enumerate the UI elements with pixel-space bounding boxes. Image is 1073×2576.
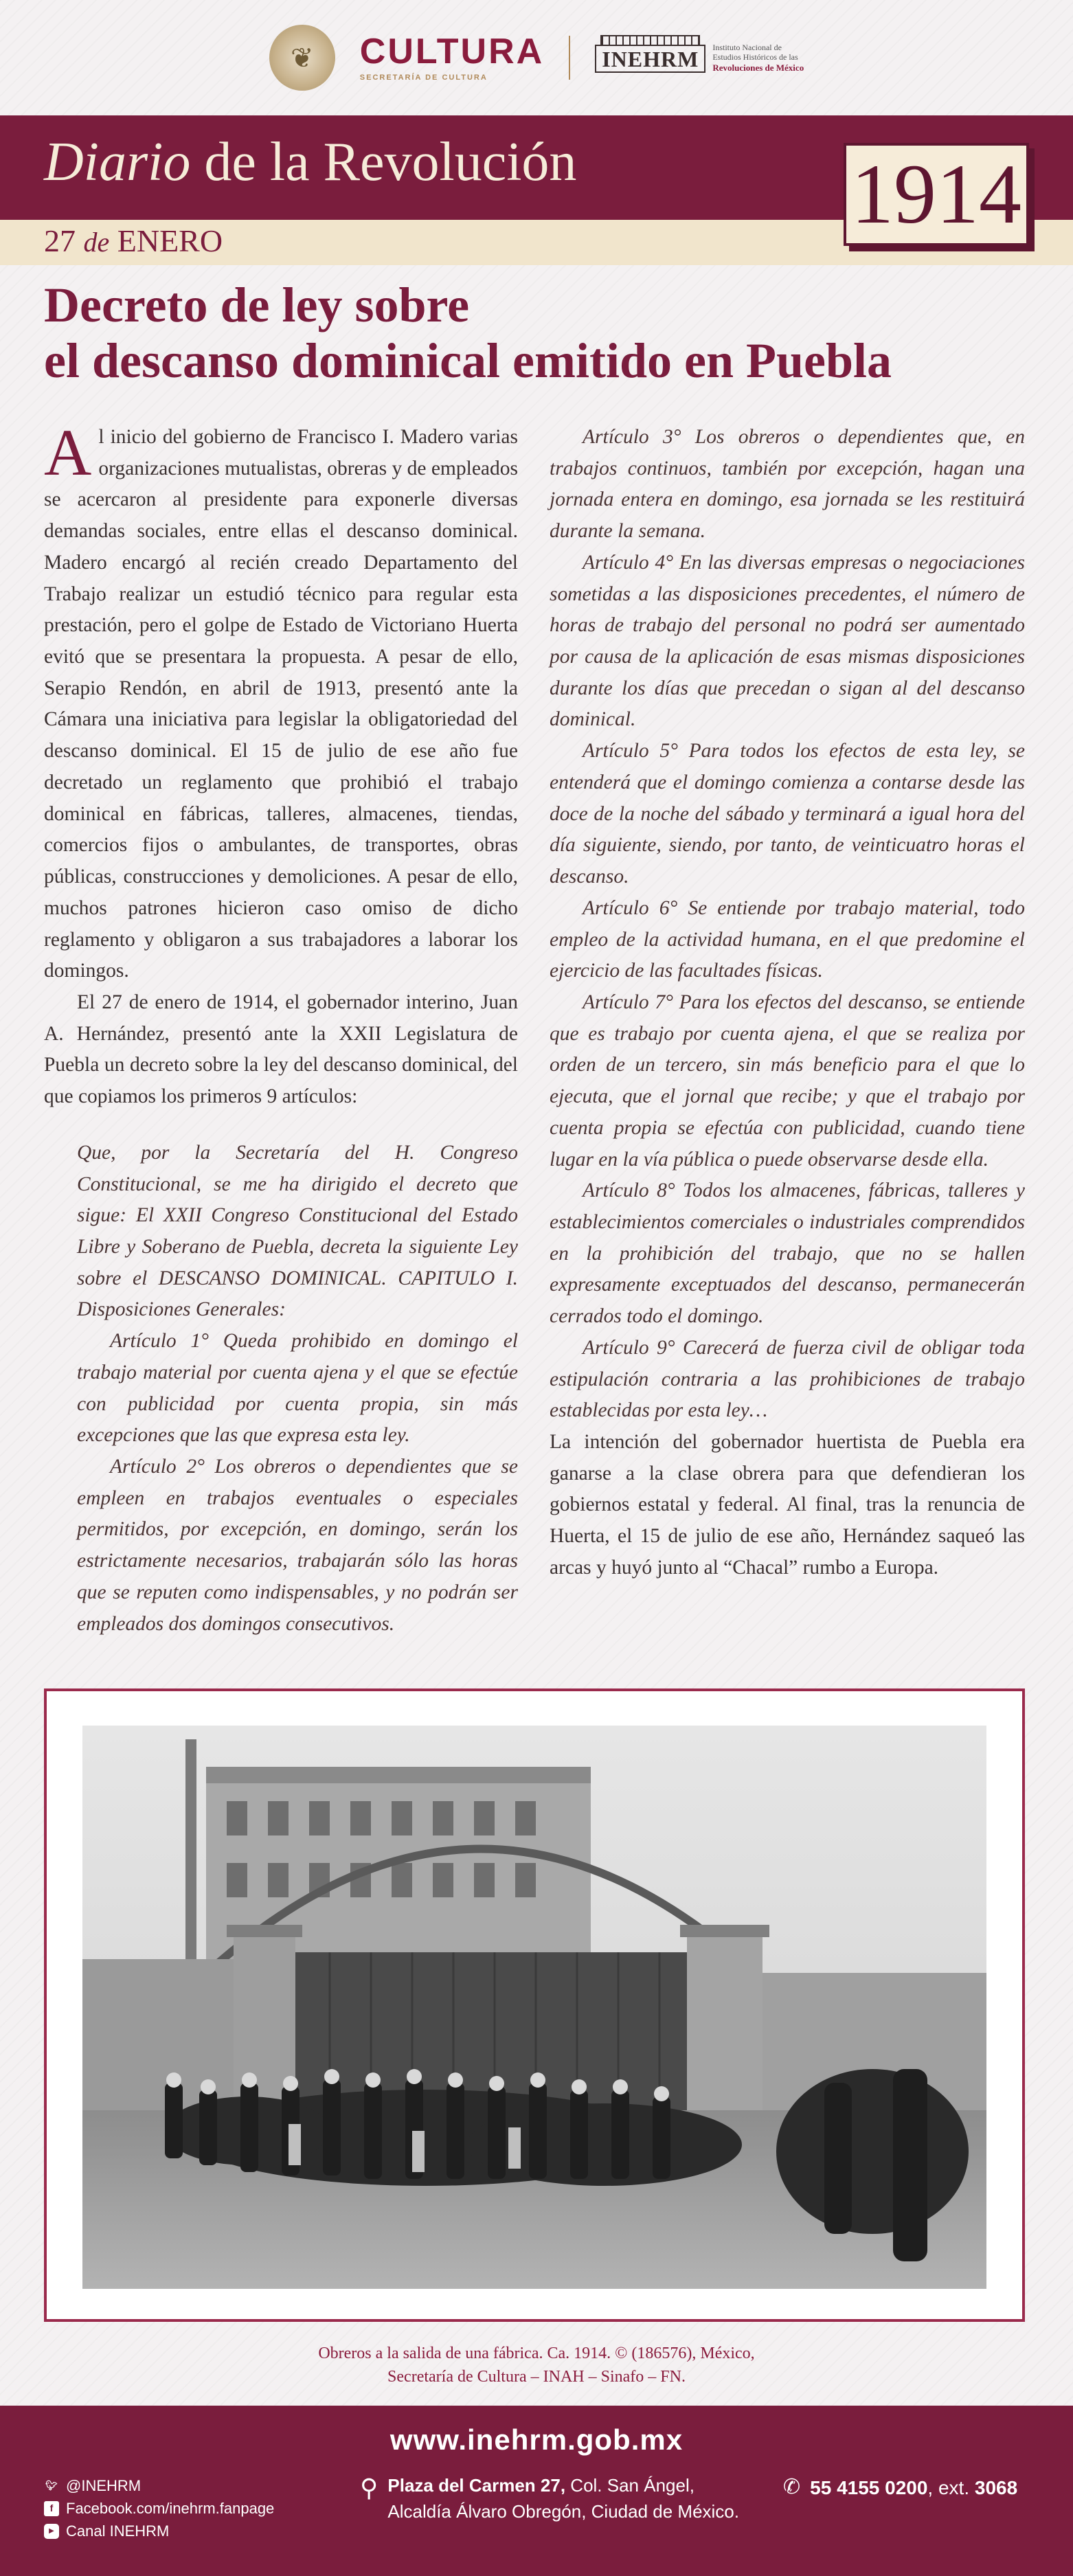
decree-article-9: Artículo 9° Carecerá de fuerza civil de obligar toda estipulación contraria a las prohibiciones de trabajo establecidas por esta ley… bbox=[550, 1336, 1025, 1422]
caption-line-1: Obreros a la salida de una fábrica. Ca. 1914. © (186576), México, bbox=[318, 2345, 755, 2362]
decree-quote-continued bbox=[550, 422, 1025, 1427]
article-column-left bbox=[44, 416, 518, 1640]
cultura-logo bbox=[360, 34, 544, 82]
cultura-wordmark: CULTURA bbox=[359, 32, 545, 71]
article-paragraph-1 bbox=[44, 416, 518, 987]
date-day: 27 bbox=[44, 223, 76, 258]
date-month: ENERO bbox=[117, 223, 223, 258]
youtube-link[interactable] bbox=[44, 2520, 274, 2542]
phone-ext-label: , ext. bbox=[927, 2477, 975, 2498]
article-paragraph-2: El 27 de enero de 1914, el gobernador interino, Juan A. Hernández, presentó ante la XXII Legislatura de Puebla un decreto sobre la ley del descanso dominical, del que copiamos los primeros 9 artículos: bbox=[44, 991, 518, 1108]
photo-frame bbox=[44, 1688, 1025, 2322]
decree-article-7: Artículo 7° Para los efectos del descanso, se entiende que es trabajo por cuenta ajena, el que se realiza por orden de un tercero, sin más beneficio para el que lo ejecuta, que el jornal que recibe; y que el trabajo por cuenta propia se efectúa con publicidad, cuando tiene lugar en la vía pública o puede observarse desde ella. bbox=[550, 991, 1025, 1171]
decree-article-1: Artículo 1° Queda prohibido en domingo el trabajo material por cuenta ajena y el que se efectúe con publicidad por cuenta propia, sin más excepciones que las que expresa esta ley. bbox=[77, 1330, 518, 1447]
historic-photo bbox=[82, 1726, 986, 2289]
article-column-right bbox=[550, 422, 1025, 1584]
location-pin-icon: ⚲ bbox=[360, 2474, 379, 2502]
logo-divider bbox=[569, 36, 570, 80]
facebook-icon: f bbox=[44, 2501, 59, 2516]
headline-line-2: el descanso dominical emitido en Puebla bbox=[44, 332, 892, 388]
series-title-rest: de la Revolución bbox=[190, 132, 577, 192]
year-badge: 1914 bbox=[844, 143, 1029, 246]
decree-article-3: Artículo 3° Los obreros o dependientes que, en trabajos continuos, también por excepción, hagan una jornada entera en domingo, esa jornada se les restituirá durante la semana. bbox=[550, 426, 1025, 543]
twitter-icon: 🐦︎ bbox=[45, 2480, 58, 2491]
article-closing-paragraph: La intención del gobernador huertista de Puebla era ganarse a la clase obrera para que defendieran los gobiernos estatal y federal. Al final, tras la renuncia de Huerta, el 15 de julio de ese año, Hernández saqueó las arcas y huyó junto al “Chacal” rumbo a Europa. bbox=[550, 1431, 1025, 1579]
inehrm-line-2: Estudios Históricos de las bbox=[712, 52, 798, 63]
phone-extension: 3068 bbox=[974, 2477, 1018, 2498]
decree-preamble: Que, por la Secretaría del H. Congreso Constitucional, se me ha dirigido el decreto que sigue: El XXII Congreso Constitucional del Estado Libre y Soberano de Puebla, decreta la siguiente Ley sobre el DESCANSO DOMINICAL. CAPITULO I. Disposiciones Generales: bbox=[77, 1141, 518, 1321]
photo-caption bbox=[0, 2342, 1073, 2388]
address-colonia: Col. San Ángel, bbox=[565, 2475, 694, 2496]
twitter-handle: @INEHRM bbox=[66, 2477, 142, 2494]
page-title bbox=[44, 278, 1033, 388]
caption-line-2: Secretaría de Cultura – INAH – Sinafo – FN. bbox=[387, 2367, 686, 2386]
mexico-seal-icon: ❦ bbox=[269, 25, 335, 91]
address-city: Alcaldía Álvaro Obregón, Ciudad de México. bbox=[387, 2500, 739, 2522]
inehrm-line-3: Revoluciones de México bbox=[712, 62, 804, 73]
decree-article-8: Artículo 8° Todos los almacenes, fábricas, talleres y establecimientos comerciales o industriales comprendidos en la prohibición del trabajo, que no se hallen expresamente exceptuados del descanso, permanecerán cerrados todo el domingo. bbox=[550, 1179, 1025, 1328]
series-title-italic: Diario bbox=[44, 132, 191, 192]
youtube-channel: Canal INEHRM bbox=[66, 2522, 170, 2540]
inehrm-line-1: Instituto Nacional de bbox=[712, 42, 782, 52]
twitter-link[interactable] bbox=[44, 2474, 274, 2497]
decree-article-6: Artículo 6° Se entiende por trabajo material, todo empleo de la actividad humana, en el que predomine el ejercicio de las facultades físicas. bbox=[550, 896, 1025, 982]
inehrm-full-name bbox=[712, 43, 804, 73]
decree-article-5: Artículo 5° Para todos los efectos de esta ley, se entenderá que el domingo comienza a contarse desde las doce de la noche del sábado y terminará a igual hora del día siguiente, siendo, por tanto, de veinticuatro horas el descanso. bbox=[550, 740, 1025, 888]
phone-number: 55 4155 0200 bbox=[810, 2477, 928, 2498]
address-street: Plaza del Carmen 27, bbox=[387, 2475, 566, 2496]
issue-date bbox=[44, 225, 223, 257]
footer bbox=[0, 2406, 1073, 2576]
logo-bar bbox=[0, 0, 1073, 115]
phone-contact[interactable] bbox=[783, 2477, 1017, 2499]
cultura-subtitle: SECRETARÍA DE CULTURA bbox=[359, 74, 488, 82]
paragraph-1-text: l inicio del gobierno de Francisco I. Madero varias organizaciones mutualistas, obreras y de empleados se acercaron al presidente para exponerle diversas demandas sociales, entre ellas el descanso dominical. Madero encargó al recién creado Departamento del Trabajo realizar un estudió técnico para regular esta prestación, pero el golpe de Estado de Victoriano Huerta evitó que se presentara la propuesta. A pesar de ello, Serapio Rendón, en abril de 1913, presentó ante la Cámara una iniciativa para legislar la obligatoriedad del descanso dominical. El 15 de julio de ese año fue decretado un reglamento que prohibió el trabajo dominical en fábricas, talleres, almacenes, tiendas, comercios fijos o ambulantes, de transportes, obras públicas, construcciones y demoliciones. A pesar de ello, muchos patrones hicieron caso omiso de dicho reglamento y obligaron a sus trabajadores a laborar los domingos. bbox=[44, 426, 518, 982]
date-de: de bbox=[83, 227, 110, 258]
decree-article-4: Artículo 4° En las diversas empresas o negociaciones sometidas a las disposiciones precedentes, el número de horas de trabajo del personal no podrá ser aumentado por causa de la aplicación de esas mismas disposiciones durante los días que precedan o sigan al del descanso dominical. bbox=[550, 551, 1025, 731]
inehrm-logo bbox=[595, 43, 804, 73]
phone-icon: ✆ bbox=[783, 2476, 801, 2498]
social-links bbox=[44, 2474, 274, 2542]
decree-quote bbox=[77, 1138, 518, 1640]
facebook-url: Facebook.com/inehrm.fanpage bbox=[66, 2500, 275, 2517]
decree-article-2: Artículo 2° Los obreros o dependientes que se empleen en trabajos eventuales o especiales permitidos, por excepción, en domingo, serán los estrictamente necesarios, trabajarán sólo las horas que se reputen como indispensables, y no podrán ser empleados dos domingos consecutivos. bbox=[77, 1456, 518, 1635]
factory-workers-photo bbox=[82, 1726, 986, 2289]
website-link[interactable]: www.inehrm.gob.mx bbox=[389, 2424, 684, 2456]
inehrm-wordmark: INEHRM bbox=[595, 45, 705, 73]
drop-cap: A bbox=[44, 416, 92, 489]
address bbox=[360, 2473, 739, 2524]
series-title bbox=[44, 132, 577, 192]
headline-line-1: Decreto de ley sobre bbox=[44, 278, 470, 332]
facebook-link[interactable] bbox=[44, 2497, 274, 2520]
youtube-icon: ▶ bbox=[44, 2524, 59, 2539]
